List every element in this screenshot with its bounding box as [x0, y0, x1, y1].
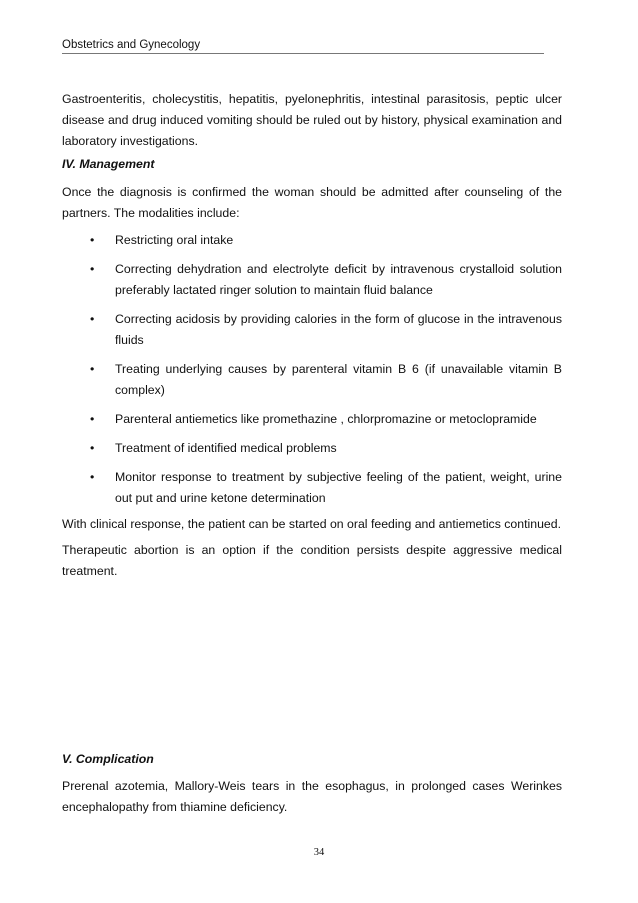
bullet-icon: •	[90, 262, 95, 276]
bullet-icon: •	[90, 470, 95, 484]
list-item-text: Treating underlying causes by parenteral vitamin B 6 (if unavailable vitamin B complex)	[115, 362, 562, 397]
management-intro: Once the diagnosis is confirmed the woman should be admitted after counseling of the partners. The modalities include:	[62, 185, 562, 220]
bullet-icon: •	[90, 362, 95, 376]
page-number: 34	[313, 847, 325, 858]
list-item	[62, 259, 562, 301]
list-item	[62, 230, 562, 251]
list-item	[62, 438, 562, 459]
list-item-text: Restricting oral intake	[115, 233, 234, 247]
list-item	[62, 467, 562, 509]
management-list	[62, 230, 562, 517]
management-heading: IV. Management	[62, 157, 155, 171]
list-item-text: Parenteral antiemetics like promethazine , chlorpromazine or metoclopramide	[115, 412, 537, 426]
list-item	[62, 359, 562, 401]
list-item	[62, 409, 562, 430]
bullet-icon: •	[90, 441, 95, 455]
list-item-text: Correcting dehydration and electrolyte deficit by intravenous crystalloid solution preferably lactated ringer solution to maintain fluid balance	[115, 262, 562, 297]
bullet-icon: •	[90, 412, 95, 426]
bullet-icon: •	[90, 312, 95, 326]
list-item-text: Correcting acidosis by providing calories in the form of glucose in the intravenous fluids	[115, 312, 562, 347]
complication-paragraph: Prerenal azotemia, Mallory-Weis tears in the esophagus, in prolonged cases Werinkes encephalopathy from thiamine deficiency.	[62, 779, 562, 814]
abortion-paragraph: Therapeutic abortion is an option if the condition persists despite aggressive medical treatment.	[62, 543, 562, 578]
list-item	[62, 309, 562, 351]
running-header: Obstetrics and Gynecology	[62, 38, 544, 54]
followup-paragraph: With clinical response, the patient can be started on oral feeding and antiemetics continued.	[62, 517, 562, 531]
bullet-icon: •	[90, 233, 95, 247]
list-item-text: Monitor response to treatment by subjective feeling of the patient, weight, urine out put and urine ketone determination	[115, 470, 562, 505]
list-item-text: Treatment of identified medical problems	[115, 441, 337, 455]
complication-heading: V. Complication	[62, 752, 154, 766]
intro-paragraph: Gastroenteritis, cholecystitis, hepatitis, pyelonephritis, intestinal parasitosis, peptic ulcer disease and drug induced vomiting should be ruled out by history, physical examination and laboratory investigations.	[62, 92, 562, 148]
